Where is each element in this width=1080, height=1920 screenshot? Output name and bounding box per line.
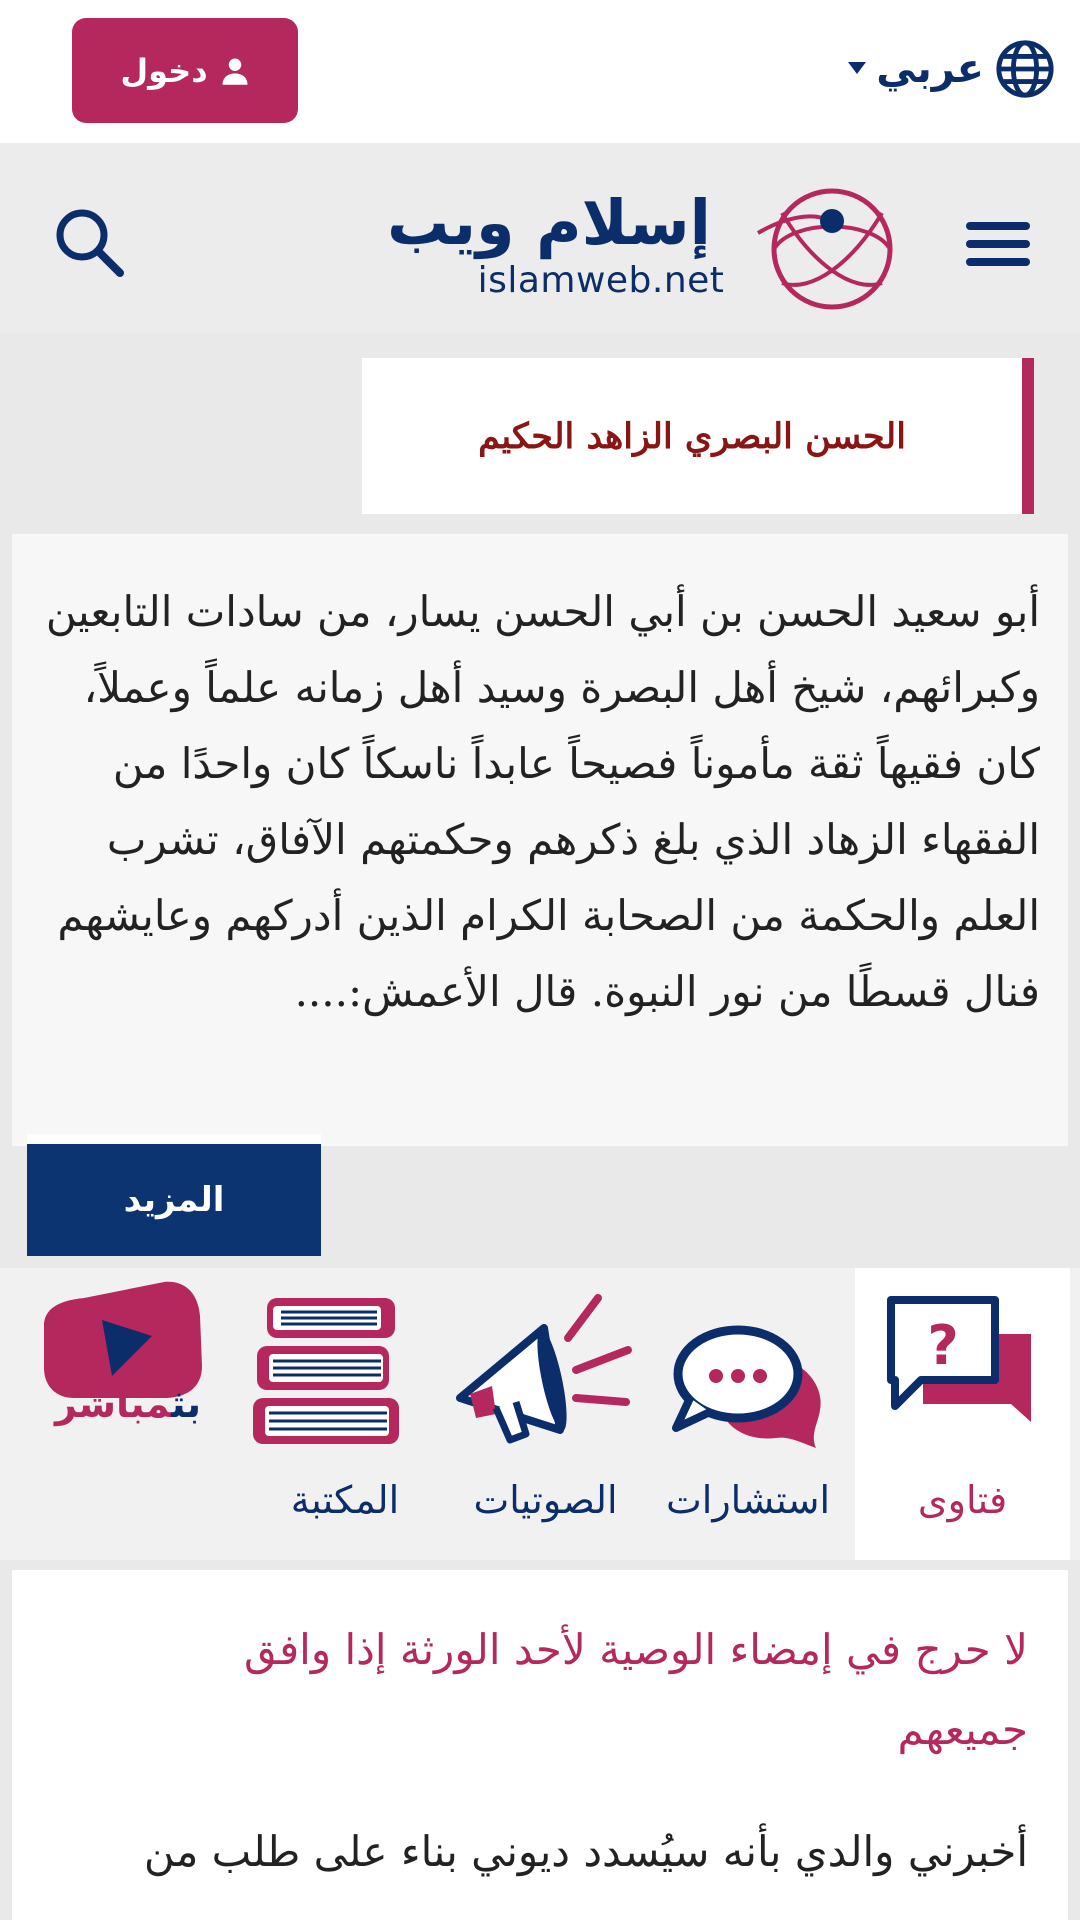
- category-live[interactable]: [20, 1268, 220, 1560]
- live-label: [38, 1382, 218, 1426]
- hamburger-menu-icon[interactable]: [966, 220, 1030, 268]
- user-icon: [220, 56, 250, 86]
- caret-down-icon: [848, 62, 866, 76]
- site-logo[interactable]: [364, 183, 908, 313]
- live-label-part2: مباشر: [54, 1382, 172, 1426]
- language-label: عربي: [876, 46, 984, 92]
- top-bar: [0, 0, 1080, 143]
- article-excerpt: أخبرني والدي بأنه سيُسدد ديوني بناء على طلب من: [143, 1827, 1028, 1876]
- search-icon[interactable]: [52, 205, 126, 279]
- featured-excerpt: أبو سعيد الحسن بن أبي الحسن يسار، من سادات التابعين وكبرائهم، شيخ أهل البصرة وسيد أهل زمانه علماً وعملاً، كان فقيهاً ثقة مأموناً فصيحاً عابداً ناسكاً كان واحدًا من الفقهاء الزهاد الذي بلغ ذكرهم وحكمتهم الآفاق، تشرب العلم والحكمة من الصحابة الكرام الذين أدركهم وعايشهم فنال قسطًا من نور النبوة. قال الأعمش:....: [45, 587, 1040, 1016]
- category-library[interactable]: [245, 1268, 445, 1560]
- category-label: استشارات: [665, 1478, 831, 1522]
- category-label: المكتبة: [290, 1478, 400, 1522]
- featured-card: [12, 534, 1068, 1146]
- globe-icon: [994, 38, 1056, 100]
- fatwa-article-card[interactable]: [12, 1570, 1068, 1920]
- language-switcher[interactable]: [848, 36, 1056, 102]
- megaphone-icon: [448, 1290, 634, 1450]
- logo-emblem-icon: [752, 183, 908, 313]
- featured-title[interactable]: الحسن البصري الزاهد الحكيم: [362, 358, 1034, 514]
- svg-text:?: ?: [927, 1314, 959, 1377]
- category-audio[interactable]: [448, 1268, 643, 1560]
- login-button[interactable]: [72, 18, 298, 123]
- category-consultations[interactable]: [648, 1268, 848, 1560]
- login-label: دخول: [120, 51, 208, 90]
- logo-latin-text: islamweb.net: [477, 260, 725, 301]
- fatwa-question-icon: [885, 1294, 1037, 1444]
- category-fatwa[interactable]: [855, 1268, 1070, 1560]
- category-strip: [0, 1268, 1080, 1560]
- site-header: [0, 143, 1080, 333]
- category-label: الصوتيات: [473, 1478, 618, 1522]
- consultation-chat-icon: [670, 1320, 830, 1450]
- more-button[interactable]: المزيد: [27, 1134, 321, 1256]
- category-label: فتاوى: [917, 1478, 1008, 1522]
- article-title[interactable]: لا حرج في إمضاء الوصية لأحد الورثة إذا وافق جميعهم: [244, 1625, 1028, 1754]
- logo-arabic-text: إسلام ويب: [387, 186, 711, 259]
- live-label-part1: بث: [171, 1382, 202, 1426]
- books-icon: [251, 1292, 401, 1448]
